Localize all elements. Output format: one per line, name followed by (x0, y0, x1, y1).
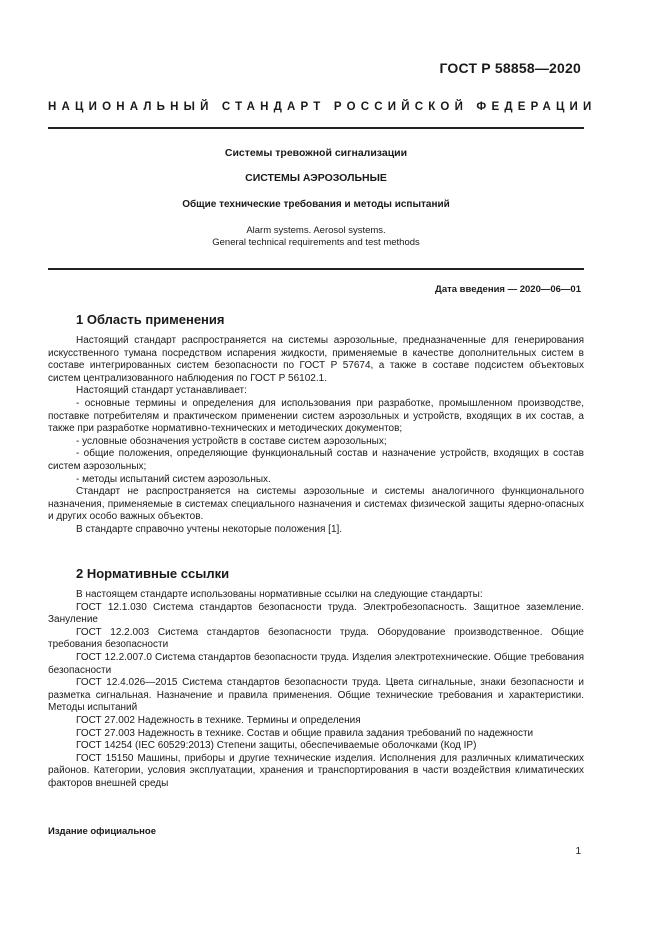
section-2-heading: 2 Нормативные ссылки (76, 566, 230, 581)
list-item: - общие положения, определяющие функциональный состав и назначение устройств, входящих в состав систем аэрозольных; (48, 448, 584, 472)
reference-item: ГОСТ 12.4.026—2015 Система стандартов безопасности труда. Цвета сигнальные, знаки безопасности и разметка сигнальная. Назначение и правила применения. Общие технические требования и характеристики. Методы испытаний (48, 677, 584, 714)
top-divider (48, 127, 584, 129)
reference-item: ГОСТ 12.2.007.0 Система стандартов безопасности труда. Изделия электротехнические. Общие требования безопасности (48, 651, 584, 676)
document-number: ГОСТ Р 58858—2020 (439, 60, 581, 76)
reference-item: ГОСТ 27.002 Надежность в технике. Термины и определения (76, 714, 361, 726)
paragraph: В настоящем стандарте использованы нормативные ссылки на следующие стандарты: (76, 589, 483, 600)
list-item: - методы испытаний систем аэрозольных. (76, 473, 271, 485)
section-1-heading: 1 Область применения (76, 312, 225, 327)
reference-item: ГОСТ 12.2.003 Система стандартов безопасности труда. Оборудование производственное. Общие требования безопасности (48, 626, 584, 651)
main-title: СИСТЕМЫ АЭРОЗОЛЬНЫЕ (245, 172, 387, 184)
paragraph: Настоящий стандарт устанавливает: (76, 385, 247, 397)
system-name: Системы тревожной сигнализации (224, 147, 408, 159)
section-2-body (48, 589, 584, 791)
reference-item: ГОСТ 14254 (IEC 60529:2013) Степени защиты, обеспечиваемые оболочками (Код IP) (76, 740, 477, 752)
reference-item: ГОСТ 15150 Машины, приборы и другие технические изделия. Исполнения для различных климатических районов. Категории, условия эксплуатации, хранения и транспортирования в части воздействия климатических факторов внешней среды (48, 752, 584, 789)
section-1-body (48, 335, 584, 537)
subtitle: Общие технические требования и методы испытаний (182, 199, 450, 210)
reference-item: ГОСТ 12.1.030 Система стандартов безопасности труда. Электробезопасность. Защитное заземление. Зануление (48, 601, 584, 626)
list-item: - основные термины и определения для использования при разработке, промышленном производстве, поставке потребителям и практическом применении систем аэрозольных и устройств, входящих в их состав, а также при разработке нормативно-технических и методических документов; (48, 397, 584, 435)
paragraph: Настоящий стандарт распространяется на системы аэрозольные, предназначенные для генерирования искусственного тумана посредством испарения жидкости, применяемые в качестве дополнительных систем в составе интегрированных систем безопасности по ГОСТ Р 57674, а также в составе подсистем объектовых систем централизованного наблюдения по ГОСТ Р 56102.1. (48, 335, 584, 384)
english-title (48, 225, 584, 249)
english-title-line-2: General technical requirements and test methods (212, 237, 420, 248)
paragraph: Стандарт не распространяется на системы аэрозольные и системы аналогичного функционального назначения, применяемые в системах специального назначения и системах физической защиты ядерно-опасных и других особо важных объектов. (48, 486, 584, 523)
paragraph: В стандарте справочно учтены некоторые положения [1]. (76, 523, 343, 535)
title-divider (48, 268, 584, 270)
reference-item: ГОСТ 27.003 Надежность в технике. Состав и общие правила задания требований по надежности (76, 727, 534, 739)
list-item: - условные обозначения устройств в составе систем аэрозольных; (76, 435, 387, 447)
introduction-date: Дата введения — 2020—06—01 (435, 284, 581, 295)
national-standard-title: НАЦИОНАЛЬНЫЙ СТАНДАРТ РОССИЙСКОЙ ФЕДЕРАЦИИ (48, 101, 597, 113)
english-title-line-1: Alarm systems. Aerosol systems. (246, 225, 386, 236)
official-edition-label: Издание официальное (48, 826, 156, 837)
page-number: 1 (575, 846, 581, 857)
